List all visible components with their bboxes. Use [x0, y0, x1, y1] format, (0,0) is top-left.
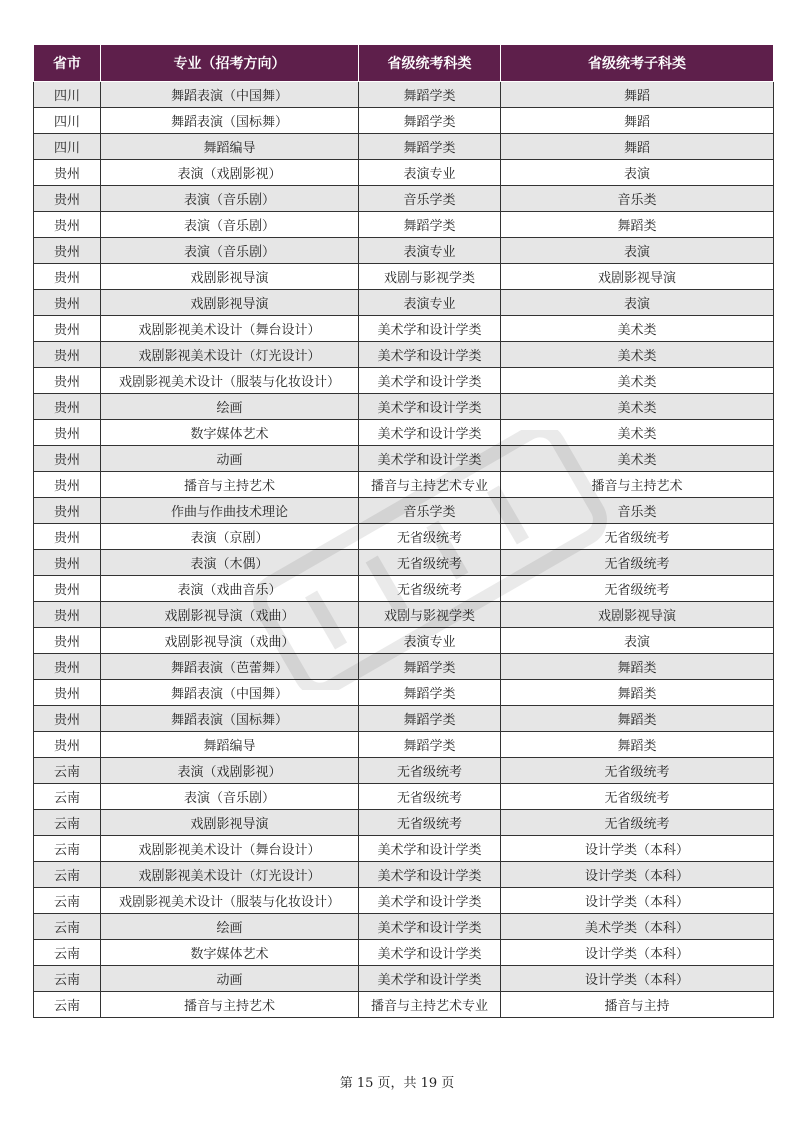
cell-exam-subcategory: 美术类 — [501, 342, 774, 368]
cell-exam-category: 美术学和设计学类 — [359, 888, 501, 914]
cell-exam-category: 美术学和设计学类 — [359, 446, 501, 472]
cell-province: 贵州 — [34, 212, 101, 238]
cell-province: 云南 — [34, 836, 101, 862]
cell-province: 贵州 — [34, 602, 101, 628]
header-exam-category: 省级统考科类 — [359, 45, 501, 82]
cell-major: 戏剧影视美术设计（服装与化妆设计） — [101, 888, 359, 914]
cell-exam-subcategory: 音乐类 — [501, 186, 774, 212]
cell-major: 播音与主持艺术 — [101, 472, 359, 498]
table-row — [34, 706, 774, 732]
cell-exam-subcategory: 设计学类（本科） — [501, 940, 774, 966]
table-row — [34, 888, 774, 914]
cell-exam-category: 舞蹈学类 — [359, 706, 501, 732]
cell-exam-subcategory: 戏剧影视导演 — [501, 602, 774, 628]
table-row — [34, 914, 774, 940]
cell-exam-category: 无省级统考 — [359, 758, 501, 784]
cell-exam-subcategory: 戏剧影视导演 — [501, 264, 774, 290]
cell-province: 云南 — [34, 784, 101, 810]
table-row — [34, 472, 774, 498]
cell-exam-subcategory: 美术类 — [501, 446, 774, 472]
cell-exam-category: 表演专业 — [359, 238, 501, 264]
table-row — [34, 394, 774, 420]
cell-major: 表演（音乐剧） — [101, 238, 359, 264]
cell-major: 表演（京剧） — [101, 524, 359, 550]
cell-exam-subcategory: 舞蹈 — [501, 82, 774, 108]
table-row — [34, 602, 774, 628]
cell-exam-subcategory: 美术类 — [501, 420, 774, 446]
table-row — [34, 264, 774, 290]
cell-province: 四川 — [34, 82, 101, 108]
table-row — [34, 446, 774, 472]
table-row — [34, 238, 774, 264]
cell-province: 云南 — [34, 888, 101, 914]
cell-province: 贵州 — [34, 628, 101, 654]
cell-major: 舞蹈表演（芭蕾舞） — [101, 654, 359, 680]
table-row — [34, 498, 774, 524]
table-row — [34, 966, 774, 992]
cell-province: 贵州 — [34, 186, 101, 212]
cell-exam-category: 美术学和设计学类 — [359, 420, 501, 446]
cell-province: 云南 — [34, 810, 101, 836]
cell-exam-category: 舞蹈学类 — [359, 108, 501, 134]
cell-exam-category: 表演专业 — [359, 628, 501, 654]
cell-exam-category: 戏剧与影视学类 — [359, 602, 501, 628]
cell-province: 云南 — [34, 914, 101, 940]
table-row — [34, 160, 774, 186]
cell-exam-subcategory: 设计学类（本科） — [501, 966, 774, 992]
table-row — [34, 290, 774, 316]
cell-exam-category: 舞蹈学类 — [359, 732, 501, 758]
cell-exam-category: 美术学和设计学类 — [359, 862, 501, 888]
cell-major: 表演（戏曲音乐） — [101, 576, 359, 602]
cell-major: 舞蹈表演（中国舞） — [101, 680, 359, 706]
cell-exam-subcategory: 表演 — [501, 290, 774, 316]
cell-exam-category: 美术学和设计学类 — [359, 394, 501, 420]
cell-major: 表演（戏剧影视） — [101, 758, 359, 784]
cell-major: 戏剧影视美术设计（舞台设计） — [101, 316, 359, 342]
cell-major: 戏剧影视美术设计（舞台设计） — [101, 836, 359, 862]
cell-exam-category: 音乐学类 — [359, 186, 501, 212]
cell-major: 播音与主持艺术 — [101, 992, 359, 1018]
cell-exam-subcategory: 舞蹈 — [501, 134, 774, 160]
table-header-row — [34, 45, 774, 82]
cell-major: 戏剧影视导演 — [101, 290, 359, 316]
table-row — [34, 316, 774, 342]
table-row — [34, 342, 774, 368]
cell-province: 贵州 — [34, 472, 101, 498]
cell-exam-subcategory: 播音与主持艺术 — [501, 472, 774, 498]
cell-major: 舞蹈表演（国标舞） — [101, 706, 359, 732]
cell-province: 贵州 — [34, 732, 101, 758]
cell-province: 云南 — [34, 862, 101, 888]
cell-exam-category: 无省级统考 — [359, 810, 501, 836]
cell-exam-subcategory: 舞蹈 — [501, 108, 774, 134]
cell-province: 贵州 — [34, 654, 101, 680]
cell-province: 贵州 — [34, 238, 101, 264]
cell-province: 贵州 — [34, 524, 101, 550]
cell-exam-subcategory: 无省级统考 — [501, 576, 774, 602]
cell-exam-category: 舞蹈学类 — [359, 82, 501, 108]
cell-province: 贵州 — [34, 160, 101, 186]
cell-province: 贵州 — [34, 342, 101, 368]
cell-province: 贵州 — [34, 264, 101, 290]
cell-exam-category: 舞蹈学类 — [359, 134, 501, 160]
cell-exam-subcategory: 美术类 — [501, 368, 774, 394]
cell-major: 舞蹈表演（中国舞） — [101, 82, 359, 108]
cell-exam-category: 无省级统考 — [359, 784, 501, 810]
cell-province: 贵州 — [34, 706, 101, 732]
cell-province: 贵州 — [34, 394, 101, 420]
table-row — [34, 628, 774, 654]
header-province: 省市 — [34, 45, 101, 82]
cell-major: 绘画 — [101, 914, 359, 940]
cell-province: 贵州 — [34, 420, 101, 446]
cell-exam-subcategory: 设计学类（本科） — [501, 862, 774, 888]
cell-province: 云南 — [34, 992, 101, 1018]
cell-major: 表演（木偶） — [101, 550, 359, 576]
table-row — [34, 862, 774, 888]
cell-major: 戏剧影视美术设计（灯光设计） — [101, 862, 359, 888]
table-body — [34, 82, 774, 1018]
cell-province: 贵州 — [34, 368, 101, 394]
cell-exam-subcategory: 美术类 — [501, 394, 774, 420]
cell-exam-category: 美术学和设计学类 — [359, 836, 501, 862]
cell-major: 作曲与作曲技术理论 — [101, 498, 359, 524]
cell-province: 云南 — [34, 758, 101, 784]
cell-exam-category: 美术学和设计学类 — [359, 940, 501, 966]
cell-province: 贵州 — [34, 576, 101, 602]
cell-major: 表演（戏剧影视） — [101, 160, 359, 186]
cell-exam-category: 播音与主持艺术专业 — [359, 992, 501, 1018]
cell-province: 贵州 — [34, 680, 101, 706]
table-row — [34, 940, 774, 966]
cell-major: 表演（音乐剧） — [101, 186, 359, 212]
cell-exam-category: 表演专业 — [359, 160, 501, 186]
cell-exam-subcategory: 音乐类 — [501, 498, 774, 524]
cell-exam-category: 美术学和设计学类 — [359, 316, 501, 342]
table-row — [34, 992, 774, 1018]
cell-exam-category: 美术学和设计学类 — [359, 966, 501, 992]
table-row — [34, 550, 774, 576]
cell-province: 四川 — [34, 108, 101, 134]
cell-major: 绘画 — [101, 394, 359, 420]
cell-exam-subcategory: 无省级统考 — [501, 758, 774, 784]
cell-exam-category: 无省级统考 — [359, 550, 501, 576]
header-exam-subcategory: 省级统考子科类 — [501, 45, 774, 82]
table-row — [34, 732, 774, 758]
cell-major: 表演（音乐剧） — [101, 784, 359, 810]
cell-exam-subcategory: 无省级统考 — [501, 784, 774, 810]
cell-exam-category: 戏剧与影视学类 — [359, 264, 501, 290]
cell-major: 舞蹈编导 — [101, 134, 359, 160]
table-row — [34, 368, 774, 394]
cell-major: 舞蹈编导 — [101, 732, 359, 758]
table-row — [34, 108, 774, 134]
cell-exam-subcategory: 无省级统考 — [501, 550, 774, 576]
table-row — [34, 810, 774, 836]
cell-exam-subcategory: 无省级统考 — [501, 524, 774, 550]
cell-exam-subcategory: 设计学类（本科） — [501, 888, 774, 914]
cell-major: 戏剧影视导演 — [101, 810, 359, 836]
cell-exam-category: 音乐学类 — [359, 498, 501, 524]
table-row — [34, 784, 774, 810]
cell-exam-subcategory: 舞蹈类 — [501, 732, 774, 758]
table-row — [34, 758, 774, 784]
page-footer: 第 15 页，共 19 页 — [339, 1076, 455, 1091]
cell-province: 贵州 — [34, 446, 101, 472]
cell-exam-category: 美术学和设计学类 — [359, 342, 501, 368]
cell-exam-subcategory: 无省级统考 — [501, 810, 774, 836]
cell-major: 动画 — [101, 446, 359, 472]
cell-exam-subcategory: 美术学类（本科） — [501, 914, 774, 940]
cell-major: 戏剧影视导演（戏曲） — [101, 628, 359, 654]
cell-province: 贵州 — [34, 498, 101, 524]
table-row — [34, 524, 774, 550]
cell-major: 动画 — [101, 966, 359, 992]
header-major: 专业（招考方向） — [101, 45, 359, 82]
table-row — [34, 186, 774, 212]
cell-major: 数字媒体艺术 — [101, 420, 359, 446]
cell-major: 戏剧影视导演 — [101, 264, 359, 290]
table-row — [34, 836, 774, 862]
cell-major: 戏剧影视导演（戏曲） — [101, 602, 359, 628]
cell-exam-subcategory: 表演 — [501, 238, 774, 264]
table-row — [34, 134, 774, 160]
table-row — [34, 576, 774, 602]
table-row — [34, 420, 774, 446]
cell-major: 舞蹈表演（国标舞） — [101, 108, 359, 134]
table-row — [34, 212, 774, 238]
cell-major: 数字媒体艺术 — [101, 940, 359, 966]
cell-province: 贵州 — [34, 316, 101, 342]
cell-exam-subcategory: 播音与主持 — [501, 992, 774, 1018]
cell-major: 戏剧影视美术设计（服装与化妆设计） — [101, 368, 359, 394]
cell-exam-category: 舞蹈学类 — [359, 212, 501, 238]
cell-exam-category: 无省级统考 — [359, 524, 501, 550]
cell-exam-category: 舞蹈学类 — [359, 654, 501, 680]
cell-province: 云南 — [34, 940, 101, 966]
cell-exam-subcategory: 表演 — [501, 628, 774, 654]
cell-exam-category: 舞蹈学类 — [359, 680, 501, 706]
cell-province: 贵州 — [34, 290, 101, 316]
table-row — [34, 82, 774, 108]
cell-exam-subcategory: 舞蹈类 — [501, 654, 774, 680]
cell-exam-category: 美术学和设计学类 — [359, 914, 501, 940]
table-row — [34, 680, 774, 706]
cell-exam-subcategory: 舞蹈类 — [501, 212, 774, 238]
cell-exam-subcategory: 美术类 — [501, 316, 774, 342]
cell-exam-subcategory: 表演 — [501, 160, 774, 186]
cell-exam-subcategory: 舞蹈类 — [501, 680, 774, 706]
cell-exam-subcategory: 舞蹈类 — [501, 706, 774, 732]
cell-province: 贵州 — [34, 550, 101, 576]
cell-province: 云南 — [34, 966, 101, 992]
admissions-table — [33, 44, 774, 1018]
table-row — [34, 654, 774, 680]
cell-major: 戏剧影视美术设计（灯光设计） — [101, 342, 359, 368]
cell-exam-category: 表演专业 — [359, 290, 501, 316]
cell-province: 四川 — [34, 134, 101, 160]
cell-exam-category: 播音与主持艺术专业 — [359, 472, 501, 498]
cell-exam-category: 无省级统考 — [359, 576, 501, 602]
cell-exam-subcategory: 设计学类（本科） — [501, 836, 774, 862]
cell-major: 表演（音乐剧） — [101, 212, 359, 238]
cell-exam-category: 美术学和设计学类 — [359, 368, 501, 394]
